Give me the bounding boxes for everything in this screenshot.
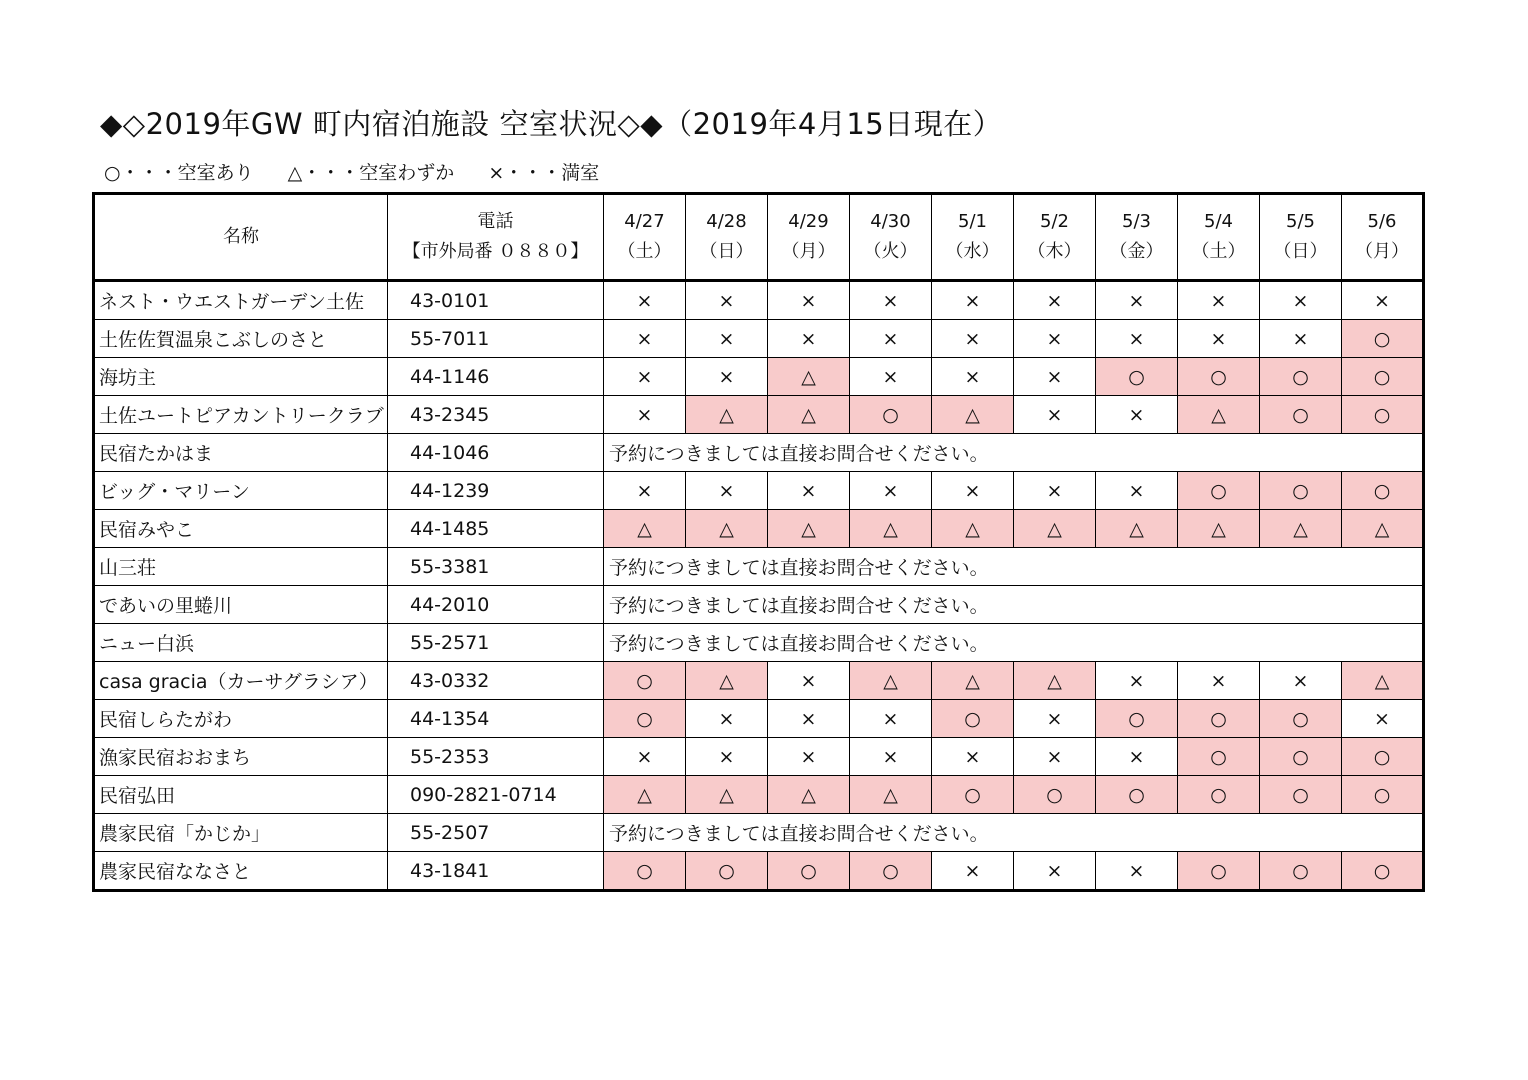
availability-cell: × [686,700,768,738]
facility-phone: 44-1485 [388,510,604,548]
availability-cell: ○ [604,700,686,738]
facility-phone: 55-2353 [388,738,604,776]
availability-cell: △ [604,776,686,814]
facility-phone: 090-2821-0714 [388,776,604,814]
availability-cell: △ [686,510,768,548]
facility-phone: 44-1239 [388,472,604,510]
header-day [1342,194,1424,281]
table-body [94,281,1424,891]
availability-cell: × [850,738,932,776]
availability-cell: × [1096,472,1178,510]
facility-name: 海坊主 [94,358,388,396]
availability-cell: ○ [1260,472,1342,510]
availability-cell: × [686,472,768,510]
table-row [94,358,1424,396]
header-date: 4/27 [624,211,665,232]
availability-cell: × [768,700,850,738]
facility-name: であいの里蜷川 [94,586,388,624]
availability-cell: × [1014,396,1096,434]
availability-cell: ○ [1342,358,1424,396]
availability-cell: △ [1096,510,1178,548]
header-date: 4/30 [870,211,911,232]
page-title: ◆◇2019年GW 町内宿泊施設 空室状況◇◆（2019年4月15日現在） [100,107,1003,141]
header-weekday: （月） [1355,241,1409,262]
availability-cell: ○ [686,852,768,891]
availability-cell: × [1260,662,1342,700]
table-row [94,586,1424,624]
facility-phone: 55-2507 [388,814,604,852]
header-weekday: （火） [863,241,918,262]
availability-cell: ○ [850,396,932,434]
availability-cell: ○ [1342,738,1424,776]
facility-name: 民宿たかはま [94,434,388,472]
header-date: 5/5 [1286,211,1315,232]
header-weekday: （水） [945,241,1000,262]
facility-name: 農家民宿「かじか」 [94,814,388,852]
availability-cell: ○ [1342,852,1424,891]
availability-cell: △ [686,776,768,814]
availability-table [92,192,1425,892]
table-row [94,662,1424,700]
availability-cell: ○ [1178,852,1260,891]
facility-phone: 44-1354 [388,700,604,738]
facility-phone: 43-0101 [388,281,604,320]
availability-cell: × [768,281,850,320]
availability-cell: △ [1014,662,1096,700]
availability-cell: × [1096,320,1178,358]
table-row [94,776,1424,814]
availability-cell: △ [768,396,850,434]
availability-cell: ○ [932,700,1014,738]
table-row [94,814,1424,852]
availability-cell: × [686,738,768,776]
facility-name: 土佐佐賀温泉こぶしのさと [94,320,388,358]
header-date: 5/1 [958,211,987,232]
availability-cell: ○ [1014,776,1096,814]
facility-name: 漁家民宿おおまち [94,738,388,776]
header-name: 名称 [94,194,388,281]
table-row [94,738,1424,776]
availability-cell: × [1014,320,1096,358]
availability-cell: × [1096,281,1178,320]
availability-cell: × [768,662,850,700]
facility-phone: 43-1841 [388,852,604,891]
availability-cell: × [1096,852,1178,891]
availability-cell: × [1014,281,1096,320]
availability-cell: ○ [1342,396,1424,434]
header-day [1178,194,1260,281]
availability-cell: ○ [1178,472,1260,510]
availability-cell: △ [1178,396,1260,434]
header-weekday: （金） [1109,241,1164,262]
availability-cell: △ [850,662,932,700]
availability-cell: × [1014,700,1096,738]
contact-directly-note: 予約につきましては直接お問合せください。 [604,586,1424,624]
availability-cell: △ [768,510,850,548]
availability-cell: × [1096,662,1178,700]
facility-name: ネスト・ウエストガーデン土佐 [94,281,388,320]
availability-cell: △ [604,510,686,548]
facility-phone: 43-0332 [388,662,604,700]
availability-cell: × [850,700,932,738]
availability-cell: △ [1342,662,1424,700]
table-row [94,320,1424,358]
header-day [768,194,850,281]
table-row [94,624,1424,662]
availability-cell: ○ [1096,700,1178,738]
availability-cell: × [604,396,686,434]
header-weekday: （土） [617,241,672,262]
availability-cell: ○ [850,852,932,891]
availability-cell: × [604,472,686,510]
availability-cell: ○ [1260,700,1342,738]
header-area-code: 【市外局番 ０８８０】 [402,241,589,262]
header-date: 5/2 [1040,211,1069,232]
availability-cell: × [932,738,1014,776]
availability-cell: × [1096,396,1178,434]
availability-cell: ○ [768,852,850,891]
header-date: 4/28 [706,211,747,232]
header-day [1260,194,1342,281]
facility-name: 農家民宿ななさと [94,852,388,891]
header-weekday: （日） [699,241,754,262]
availability-cell: × [768,472,850,510]
table-row [94,472,1424,510]
availability-cell: ○ [604,852,686,891]
availability-cell: × [1014,852,1096,891]
availability-cell: × [604,320,686,358]
availability-cell: ○ [1260,396,1342,434]
availability-cell: × [686,358,768,396]
table-row [94,548,1424,586]
facility-phone: 44-2010 [388,586,604,624]
availability-cell: ○ [1178,700,1260,738]
availability-cell: × [1014,738,1096,776]
availability-cell: × [768,320,850,358]
header-day [1014,194,1096,281]
facility-name: ニュー白浜 [94,624,388,662]
availability-cell: ○ [1096,776,1178,814]
facility-name: 民宿弘田 [94,776,388,814]
header-date: 5/4 [1204,211,1233,232]
availability-cell: × [850,472,932,510]
availability-cell: × [768,738,850,776]
table-row [94,396,1424,434]
availability-cell: ○ [1342,320,1424,358]
facility-phone: 44-1146 [388,358,604,396]
availability-cell: × [932,358,1014,396]
availability-cell: × [1260,281,1342,320]
availability-cell: ○ [1260,358,1342,396]
availability-cell: × [1178,662,1260,700]
availability-cell: × [1342,281,1424,320]
availability-cell: × [1260,320,1342,358]
availability-cell: ○ [1342,472,1424,510]
availability-cell: △ [932,662,1014,700]
availability-cell: ○ [1178,776,1260,814]
availability-cell: × [604,358,686,396]
legend [104,158,627,185]
facility-phone: 55-3381 [388,548,604,586]
header-date: 5/6 [1367,211,1397,232]
availability-cell: × [932,472,1014,510]
header-day [850,194,932,281]
availability-cell: △ [1342,510,1424,548]
availability-cell: × [850,281,932,320]
header-row [94,194,1424,281]
availability-cell: × [1096,738,1178,776]
availability-cell: ○ [1178,358,1260,396]
contact-directly-note: 予約につきましては直接お問合せください。 [604,548,1424,586]
availability-cell: × [850,320,932,358]
availability-cell: × [932,852,1014,891]
header-weekday: （木） [1027,241,1082,262]
header-weekday: （月） [781,241,836,262]
availability-cell: × [686,320,768,358]
availability-cell: × [686,281,768,320]
availability-cell: △ [850,776,932,814]
availability-cell: △ [1014,510,1096,548]
header-weekday: （日） [1273,241,1328,262]
availability-cell: △ [768,776,850,814]
availability-cell: ○ [1342,776,1424,814]
contact-directly-note: 予約につきましては直接お問合せください。 [604,624,1424,662]
header-day [1096,194,1178,281]
availability-cell: △ [686,662,768,700]
facility-phone: 44-1046 [388,434,604,472]
availability-cell: × [1178,320,1260,358]
availability-cell: × [1014,358,1096,396]
facility-phone: 55-7011 [388,320,604,358]
contact-directly-note: 予約につきましては直接お問合せください。 [604,814,1424,852]
table-row [94,281,1424,320]
header-day [604,194,686,281]
facility-name: 民宿しらたがわ [94,700,388,738]
availability-cell: △ [686,396,768,434]
facility-name: 民宿みやこ [94,510,388,548]
header-day [932,194,1014,281]
header-phone [388,194,604,281]
availability-cell: ○ [1260,776,1342,814]
availability-cell: × [932,320,1014,358]
legend-full: ×・・・満室 [488,162,600,184]
availability-cell: ○ [604,662,686,700]
availability-cell: △ [850,510,932,548]
availability-cell: × [604,281,686,320]
availability-cell: × [604,738,686,776]
facility-name: casa gracia（カーサグラシア） [94,662,388,700]
facility-name: 土佐ユートピアカントリークラブ [94,396,388,434]
header-phone-label: 電話 [477,211,514,232]
availability-cell: △ [1260,510,1342,548]
table-row [94,510,1424,548]
header-date: 5/3 [1122,211,1151,232]
availability-cell: ○ [1260,738,1342,776]
legend-few: △・・・空室わずか [287,162,455,184]
availability-cell: ○ [932,776,1014,814]
facility-phone: 43-2345 [388,396,604,434]
availability-cell: ○ [1178,738,1260,776]
facility-name: 山三荘 [94,548,388,586]
availability-cell: ○ [1096,358,1178,396]
facility-name: ビッグ・マリーン [94,472,388,510]
table-row [94,852,1424,891]
availability-cell: △ [932,396,1014,434]
facility-phone: 55-2571 [388,624,604,662]
contact-directly-note: 予約につきましては直接お問合せください。 [604,434,1424,472]
header-date: 4/29 [788,211,829,232]
table-row [94,700,1424,738]
header-day [686,194,768,281]
availability-cell: △ [932,510,1014,548]
availability-cell: × [932,281,1014,320]
availability-cell: △ [768,358,850,396]
header-weekday: （土） [1191,241,1246,262]
availability-cell: △ [1178,510,1260,548]
availability-cell: × [1014,472,1096,510]
table-row [94,434,1424,472]
availability-cell: ○ [1260,852,1342,891]
availability-cell: × [1342,700,1424,738]
availability-cell: × [1178,281,1260,320]
availability-cell: × [850,358,932,396]
legend-available: ○・・・空室あり [104,162,254,184]
